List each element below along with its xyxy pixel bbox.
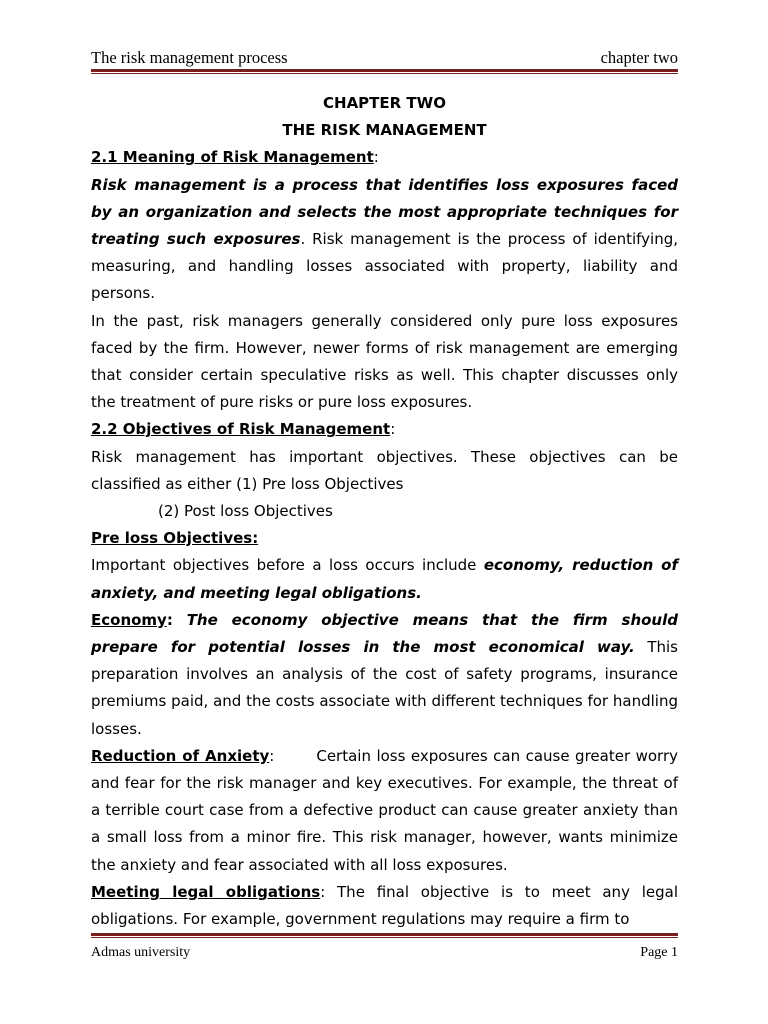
page-header bbox=[91, 44, 678, 68]
section-2-heading-line: 2.2 Objectives of Risk Management: bbox=[91, 420, 396, 439]
footer-rule bbox=[91, 933, 678, 938]
header-chapter: chapter two bbox=[600, 48, 678, 67]
pre-loss-heading-line bbox=[91, 525, 678, 552]
section-2-heading: 2.2 Objectives of Risk Management bbox=[91, 420, 391, 439]
chapter-subtitle: THE RISK MANAGEMENT bbox=[282, 121, 487, 140]
document-body bbox=[91, 90, 678, 933]
anxiety-label: Reduction of Anxiety bbox=[91, 746, 270, 765]
pre-loss-heading: Pre loss Objectives: bbox=[91, 529, 259, 548]
chapter-title: CHAPTER TWO bbox=[323, 94, 446, 112]
section-1-paragraph-2: In the past, risk managers generally considered only pure loss exposures faced by the firm. However, newer forms of risk management are emerging that consider certain speculative risks as well. This chapter discusses only the treatment of pure risks or pure loss exposures. bbox=[91, 311, 678, 412]
section-1-heading-line: 2.1 Meaning of Risk Management: bbox=[91, 148, 379, 167]
section-2-paragraph-1: Risk management has important objectives. These objectives can be classified as either (1) Pre loss Objectives bbox=[91, 447, 678, 493]
section-2-list-item-2: (2) Post loss Objectives bbox=[158, 502, 333, 521]
page-footer bbox=[91, 941, 678, 961]
section-1-heading: 2.1 Meaning of Risk Management bbox=[91, 148, 374, 167]
legal-paragraph: Meeting legal obligations: The final objective is to meet any legal obligations. For example, government regulations may require a firm to bbox=[91, 882, 678, 929]
economy-label: Economy bbox=[91, 610, 167, 629]
anxiety-paragraph: Reduction of Anxiety: Certain loss exposures can cause greater worry and fear for the risk manager and key executives. For example, the threat of a terrible court case from a defective product can cause greater anxiety than a small loss from a minor fire. This risk manager, however, wants minimize the anxiety and fear associated with all loss exposures. bbox=[91, 746, 678, 874]
risk-management-definition: Risk management is a process that identifies loss exposures faced by an organization and selects the most appropriate techniques for treating such exposures bbox=[91, 175, 678, 249]
header-rule bbox=[91, 69, 678, 74]
legal-label: Meeting legal obligations bbox=[91, 882, 321, 901]
header-title: The risk management process bbox=[91, 48, 288, 67]
section-1-paragraph-1: Risk management is a process that identifies loss exposures faced by an organization and selects the most appropriate techniques for treating such exposures. Risk management is the process of identifying, measuring, and handling losses associated with property, liability and persons. bbox=[91, 175, 679, 303]
economy-paragraph: Economy: The economy objective means that the firm should prepare for potential losses in the most economical way. This preparation involves an analysis of the cost of safety programs, insurance premiums paid, and the costs associate with different techniques for handling losses. bbox=[91, 610, 678, 738]
footer-page-number: Page 1 bbox=[640, 945, 678, 960]
pre-loss-paragraph: Important objectives before a loss occurs include economy, reduction of anxiety, and meeting legal obligations. bbox=[91, 556, 678, 602]
footer-university: Admas university bbox=[91, 945, 191, 960]
